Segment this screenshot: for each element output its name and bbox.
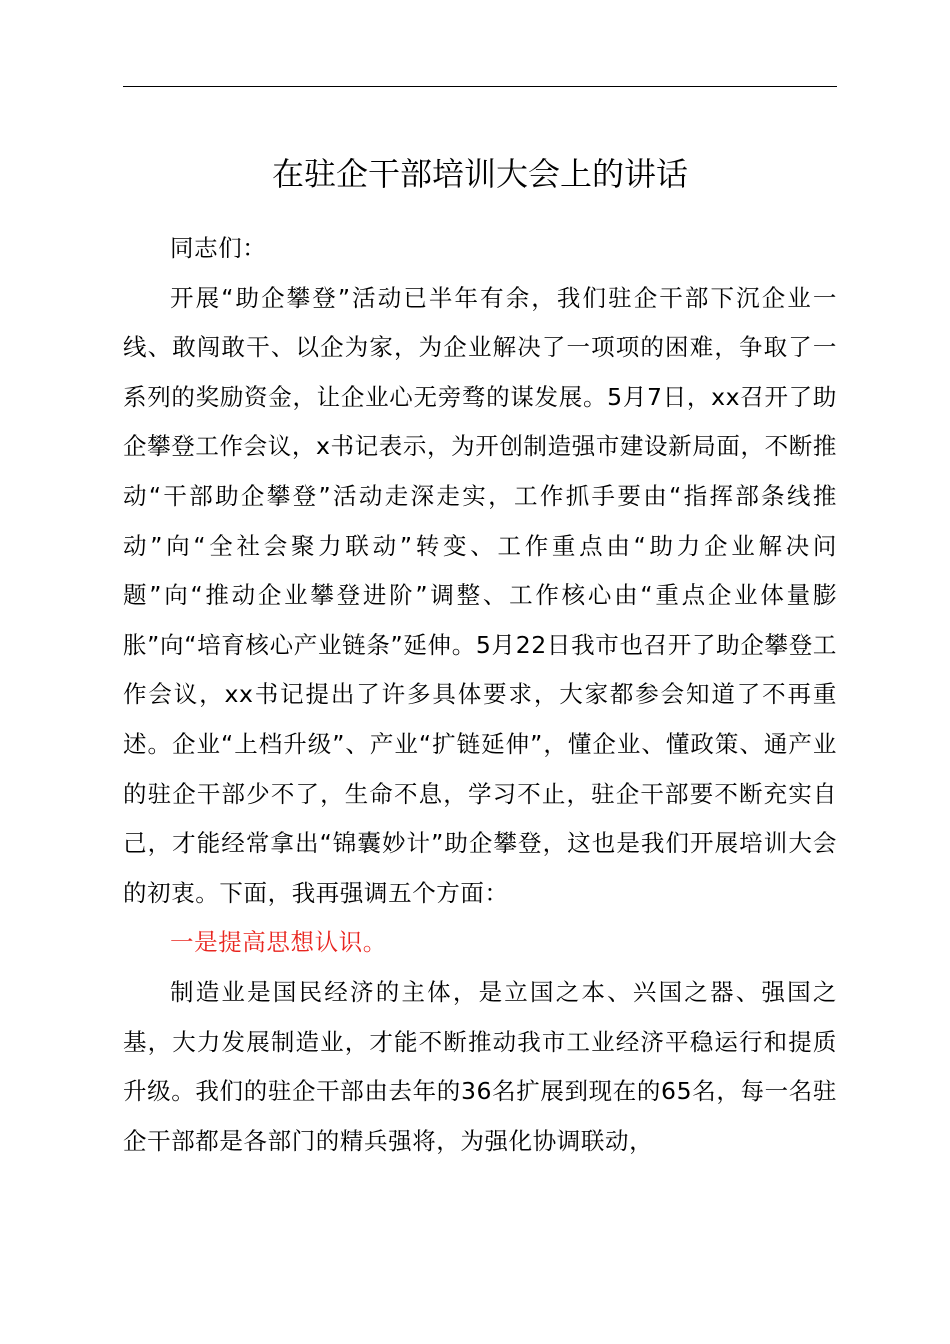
document-body: [123, 224, 837, 1166]
section-heading: 一是提高思想认识。: [170, 928, 387, 957]
salutation: 同志们：: [170, 234, 267, 262]
header-rule: [123, 86, 837, 87]
section-paragraph: 制造业是国民经济的主体，是立国之本、兴国之器、强国之基，大力发展制造业，才能不断推动我市工业经济平稳运行和提质升级。我们的驻企干部由去年的36名扩展到现在的65名，每一名驻企干部都是各部门的精兵强将，为强化协调联动，: [123, 977, 837, 1155]
page-title: 在驻企干部培训大会上的讲话: [271, 155, 688, 193]
intro-paragraph: 开展“助企攀登”活动已半年有余，我们驻企干部下沉企业一线、敢闯敢干、以企为家，为企业解决了一项项的困难，争取了一系列的奖励资金，让企业心无旁骛的谋发展。5月7日，xx召开了助企攀登工作会议，x书记表示，为开创制造强市建设新局面，不断推动“干部助企攀登”活动走深走实，工作抓手要由“指挥部条线推动”向“全社会聚力联动”转变、工作重点由“助力企业解决问题”向“推动企业攀登进阶”调整、工作核心由“重点企业体量膨胀”向“培育核心产业链条”延伸。5月22日我市也召开了助企攀登工作会议，xx书记提出了许多具体要求，大家都参会知道了不再重述。企业“上档升级”、产业“扩链延伸”，懂企业、懂政策、通产业的驻企干部少不了，生命不息，学习不止，驻企干部要不断充实自己，才能经常拿出“锦囊妙计”助企攀登，这也是我们开展培训大会的初衷。下面，我再强调五个方面：: [123, 283, 837, 907]
